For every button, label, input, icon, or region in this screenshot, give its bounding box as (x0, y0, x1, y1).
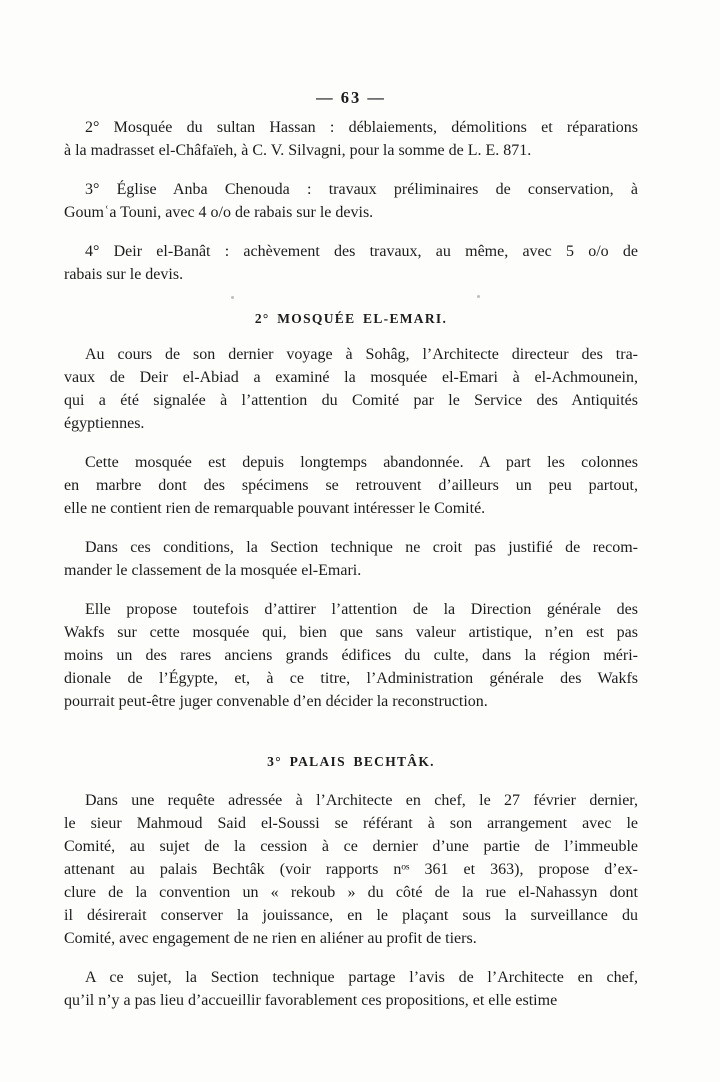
document-page (64, 86, 638, 1028)
text-line: Comité, avec engagement de ne rien en aliéner au profit de tiers. (64, 930, 477, 947)
text-line: A ce sujet, la Section technique partage l’avis de l’Architecte en chef, (85, 969, 638, 986)
text-line: elle ne contient rien de remarquable pouvant intéresser le Comité. (64, 500, 486, 517)
text-line: 4° Deir el-Banât : achèvement des travaux, au même, avec 5 o/o de (85, 243, 638, 260)
text-line: qui a été signalée à l’attention du Comité par le Service des Antiquités (64, 392, 638, 409)
text-line: Dans ces conditions, la Section technique ne croit pas justifié de recom- (85, 539, 638, 556)
text-line: 3° Église Anba Chenouda : travaux préliminaires de conservation, à (85, 181, 638, 198)
text-line: en marbre dont des spécimens se retrouvent d’ailleurs un peu partout, (64, 477, 638, 494)
text-line: 2° Mosquée du sultan Hassan : déblaiements, démolitions et réparations (85, 119, 638, 136)
text-line: mander le classement de la mosquée el-Emari. (64, 562, 362, 579)
page-number: — 63 — (316, 88, 386, 107)
text-line: le sieur Mahmoud Said el-Soussi se référant à son arrangement avec le (64, 815, 638, 832)
text-line: Goumʿa Touni, avec 4 o/o de rabais sur le devis. (64, 204, 374, 221)
text-line: il désirerait conserver la jouissance, en le plaçant sous la surveillance du (64, 907, 638, 924)
text-line: Comité, au sujet de la cession à ce dernier d’une partie de l’immeuble (64, 838, 638, 855)
text-line: égyptiennes. (64, 415, 145, 432)
text-line: Wakfs sur cette mosquée qui, bien que sans valeur artistique, n’en est pas (64, 624, 638, 641)
text-line: attenant au palais Bechtâk (voir rapports nᵒˢ 361 et 363), propose d’ex- (64, 861, 638, 878)
text-line: Elle propose toutefois d’attirer l’attention de la Direction générale des (85, 601, 638, 618)
text-line: dionale de l’Égypte, et, à ce titre, l’Administration générale des Wakfs (64, 670, 638, 687)
text-line: pourrait peut-être juger convenable d’en décider la reconstruction. (64, 693, 488, 710)
text-line: à la madrasset el-Châfaïeh, à C. V. Silvagni, pour la somme de L. E. 871. (64, 142, 532, 159)
text-line: Dans une requête adressée à l’Architecte en chef, le 27 février dernier, (85, 792, 638, 809)
text-line: Au cours de son dernier voyage à Sohâg, l’Architecte directeur des tra- (85, 346, 638, 363)
text-line: clure de la convention un « rekoub » du côté de la rue el-Nahassyn dont (64, 884, 638, 901)
text-line: qu’il n’y a pas lieu d’accueillir favorablement ces propositions, et elle estime (64, 992, 558, 1009)
text-line: Cette mosquée est depuis longtemps abandonnée. A part les colonnes (85, 454, 638, 471)
text-line: vaux de Deir el-Abiad a examiné la mosquée el-Emari à el-Achmounein, (64, 369, 638, 386)
section-heading-mosquee-el-emari: 2° MOSQUÉE EL-EMARI. (254, 311, 448, 326)
text-line: rabais sur le devis. (64, 266, 184, 283)
section-heading-palais-bechtak: 3° PALAIS BECHTÂK. (267, 754, 435, 769)
text-line: moins un des rares anciens grands édifices du culte, dans la région méri- (64, 647, 638, 664)
